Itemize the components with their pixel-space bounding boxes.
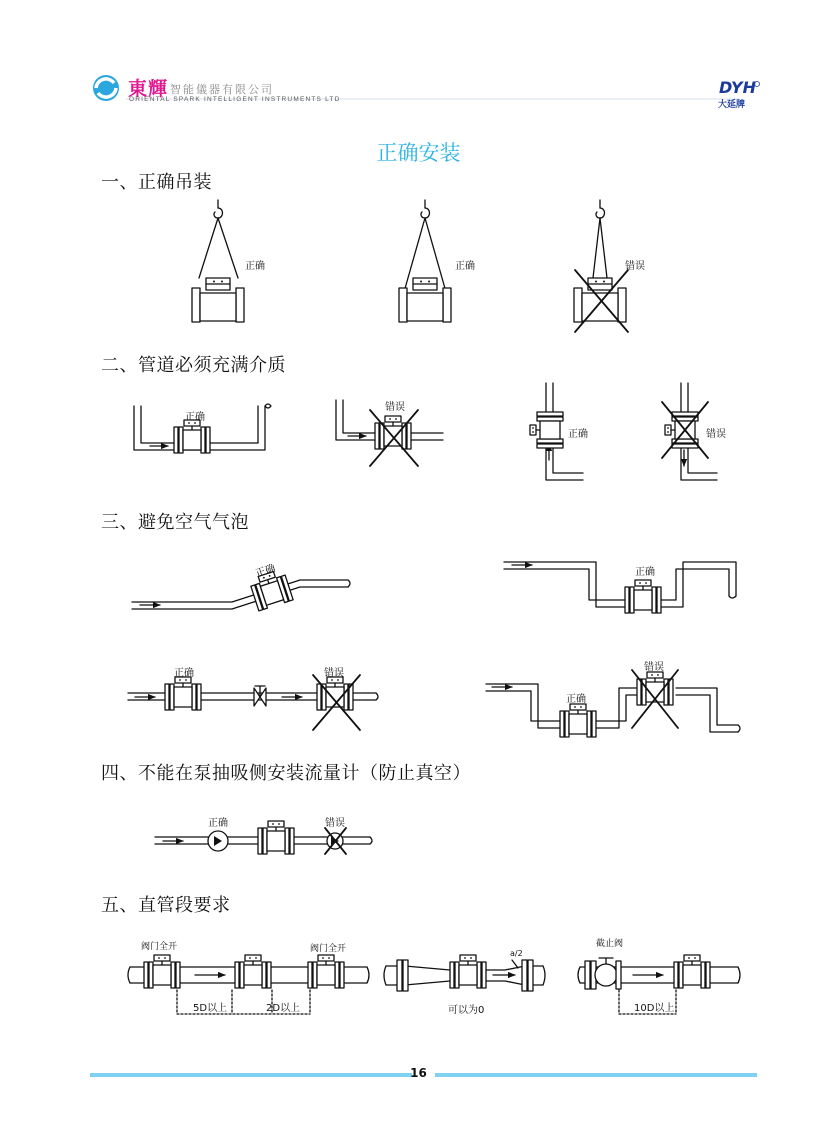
company-name-cn: 東輝	[128, 78, 169, 100]
section-heading-5: 五、直管段要求	[101, 895, 231, 916]
label-dist-2d: 2D以上	[266, 1003, 301, 1014]
label-valve-full-open: 阀门全开	[141, 942, 178, 952]
label-dist-5d: 5D以上	[193, 1003, 228, 1014]
label-correct: 正确	[208, 818, 228, 829]
label-correct: 正确	[185, 412, 205, 423]
diagram-bubble-highpoint	[486, 670, 740, 737]
label-correct: 正确	[455, 261, 475, 272]
label-wrong: 错误	[325, 818, 345, 829]
section-heading-1: 一、正确吊装	[101, 172, 212, 193]
diagram-bubble-valve	[128, 675, 378, 730]
brand-name: 大延牌	[718, 100, 746, 110]
label-valve-full-open: 阀门全开	[310, 944, 347, 954]
label-stop-valve: 截止阀	[596, 939, 624, 949]
label-correct: 正确	[568, 429, 588, 440]
label-can-be-zero: 可以为0	[448, 1005, 485, 1016]
diagram-bubble-incline-correct	[132, 568, 350, 611]
diagram-hoist-correct-1	[192, 200, 244, 322]
section-heading-3: 三、避免空气气泡	[101, 512, 249, 533]
diagram-straight-pipe-valves	[128, 955, 369, 1014]
label-correct: 正确	[566, 694, 586, 705]
label-correct: 正确	[254, 563, 277, 580]
label-alpha-half: a/2	[510, 949, 523, 958]
label-wrong: 错误	[706, 429, 726, 440]
label-correct: 正确	[245, 261, 265, 272]
page-number: 16	[410, 1066, 427, 1080]
section-heading-4: 四、不能在泵抽吸侧安装流量计（防止真空）	[101, 763, 471, 784]
label-correct: 正确	[174, 668, 194, 679]
label-wrong: 错误	[625, 261, 645, 272]
section-heading-2: 二、管道必须充满介质	[101, 355, 286, 376]
diagram-hoist-correct-2	[399, 200, 451, 322]
company-name-cn-sub: 智能儀器有限公司	[170, 83, 274, 96]
page-title: 正确安装	[376, 141, 461, 165]
company-name-en: ORIENTAL SPARK INTELLIGENT INSTRUMENTS LTD	[129, 96, 341, 103]
diagram-hoist-wrong	[574, 200, 628, 332]
label-wrong: 错误	[324, 668, 344, 679]
svg-text:DYH: DYH	[719, 78, 757, 97]
label-dist-10d: 10D以上	[634, 1003, 675, 1014]
label-correct: 正确	[635, 567, 655, 578]
label-wrong: 错误	[385, 402, 405, 413]
label-wrong: 错误	[644, 662, 664, 673]
diagram-straight-pipe-reducer	[384, 955, 545, 991]
diagram-bubble-ushape-correct	[504, 562, 736, 613]
